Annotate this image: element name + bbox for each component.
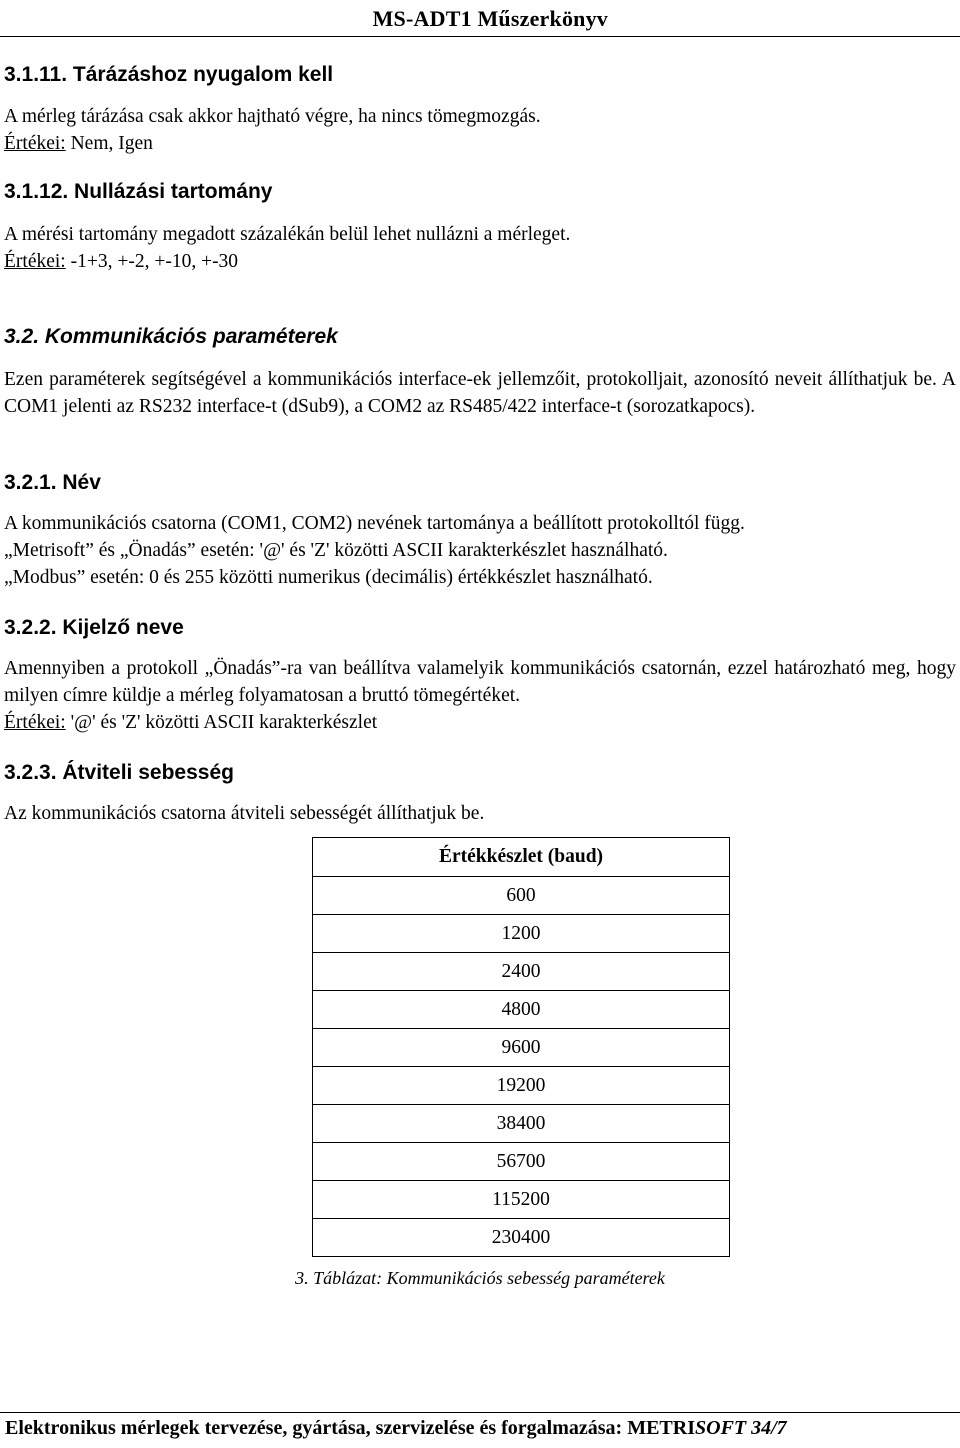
- section-heading-3-2-2: 3.2.2. Kijelző neve: [4, 616, 184, 639]
- footer-divider: [0, 1412, 960, 1413]
- table-caption: 3. Táblázat: Kommunikációs sebesség paraméterek: [295, 1268, 665, 1288]
- table-cell: 4800: [313, 991, 730, 1029]
- table-row: [313, 1029, 730, 1067]
- section-text-3-2-3: Az kommunikációs csatorna átviteli sebességét állíthatjuk be.: [4, 803, 485, 824]
- table-cell: 115200: [313, 1181, 730, 1219]
- metrisoft-line: „Metrisoft” és „Önadás” esetén: '@' és 'Z' közötti ASCII karakterkészlet használható.: [4, 540, 668, 561]
- table-row: [313, 1067, 730, 1105]
- values-label: Értékei:: [4, 712, 66, 733]
- table-cell: 38400: [313, 1105, 730, 1143]
- table-header: Értékkészlet (baud): [313, 838, 730, 877]
- section-text-3-1-12: A mérési tartomány megadott százalékán belül lehet nullázni a mérleget.: [4, 224, 571, 245]
- baud-rate-table: [312, 837, 730, 1257]
- table-cell: 600: [313, 877, 730, 915]
- table-row: [313, 1181, 730, 1219]
- table-cell: 2400: [313, 953, 730, 991]
- values-text: Nem, Igen: [65, 133, 153, 154]
- section-text-3-2: Ezen paraméterek segítségével a kommunikációs interface-ek jellemzőit, protokolljait, azonosító neveit állíthatjuk be. A COM1 jelenti az RS232 interface-t (dSub9), a COM2 az RS485/422 interface-t (sorozatkapocs).: [4, 369, 956, 417]
- table-row: [313, 1219, 730, 1257]
- name-range-line: A kommunikációs csatorna (COM1, COM2) nevének tartománya a beállított protokolltól függ.: [4, 513, 745, 534]
- table-row: [313, 877, 730, 915]
- section-heading-3-2-3: 3.2.3. Átviteli sebesség: [4, 761, 234, 784]
- table-row: [313, 915, 730, 953]
- section-heading-3-2-1: 3.2.1. Név: [4, 471, 101, 494]
- table-cell: 1200: [313, 915, 730, 953]
- header-divider: [0, 36, 960, 37]
- modbus-line: „Modbus” esetén: 0 és 255 közötti numerikus (decimális) értékkészlet használható.: [4, 567, 653, 588]
- values-text: -1+3, +-2, +-10, +-30: [65, 251, 239, 272]
- table-row: [313, 991, 730, 1029]
- table-cell: 19200: [313, 1067, 730, 1105]
- section-heading-3-1-12: 3.1.12. Nullázási tartomány: [4, 180, 273, 203]
- table-cell: 230400: [313, 1219, 730, 1257]
- values-line-3-1-12: [4, 248, 238, 275]
- page-footer: [5, 1417, 787, 1440]
- table-row: [313, 953, 730, 991]
- section-heading-3-2: 3.2. Kommunikációs paraméterek: [4, 325, 338, 348]
- section-text-3-1-11: A mérleg tárázása csak akkor hajtható végre, ha nincs tömegmozgás.: [4, 106, 541, 127]
- table-row: [313, 1105, 730, 1143]
- footer-text: Elektronikus mérlegek tervezése, gyártása, szervizelése és forgalmazása: METRI: [5, 1417, 695, 1439]
- values-text: '@' és 'Z' közötti ASCII karakterkészlet: [65, 712, 378, 733]
- section-heading-3-1-11: 3.1.11. Tárázáshoz nyugalom kell: [4, 63, 334, 86]
- values-line-3-2-2: [4, 709, 377, 736]
- section-text-3-2-2: Amennyiben a protokoll „Önadás”-ra van beállítva valamelyik kommunikációs csatornán, ezzel határozható meg, hogy milyen címre küldje a mérleg folyamatosan a bruttó tömegértéket.: [4, 658, 956, 706]
- footer-page-number: SOFT 34/7: [695, 1417, 787, 1439]
- table-cell: 9600: [313, 1029, 730, 1067]
- values-label: Értékei:: [4, 133, 66, 154]
- document-header-title: MS-ADT1 Műszerkönyv: [372, 6, 608, 31]
- table-cell: 56700: [313, 1143, 730, 1181]
- table-row: [313, 1143, 730, 1181]
- values-label: Értékei:: [4, 251, 66, 272]
- values-line-3-1-11: [4, 130, 153, 157]
